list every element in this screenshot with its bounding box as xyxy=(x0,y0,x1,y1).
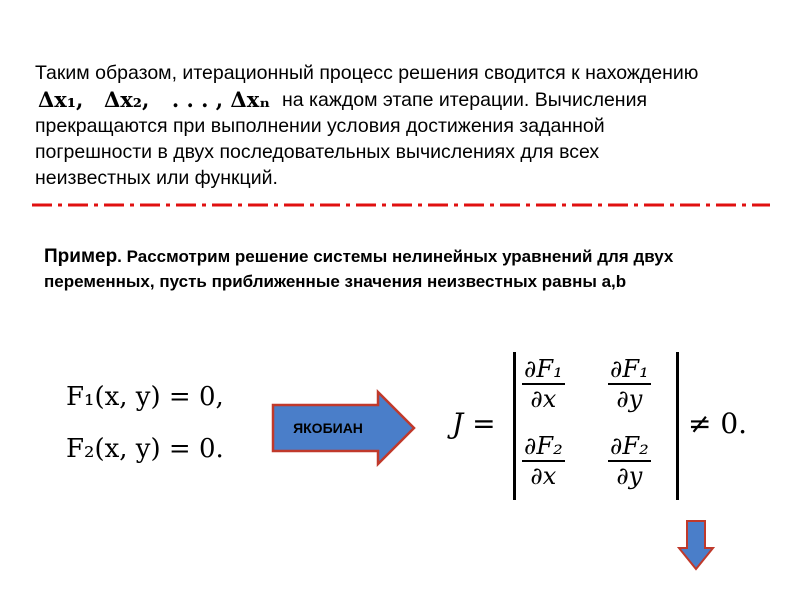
jacobian-a11 xyxy=(522,355,565,413)
a11-denominator: ∂x xyxy=(530,385,557,413)
a22-numerator: ∂F₂ xyxy=(610,432,649,460)
example-text-1: . Рассмотрим решение системы нелинейных уравнений для двух xyxy=(117,247,674,266)
delta-xn: Δxₙ xyxy=(230,87,271,112)
example-label: Пример xyxy=(44,246,118,267)
dash-dot-divider xyxy=(30,200,772,210)
jacobian-rhs: ≠ 0. xyxy=(688,407,748,440)
paragraph-line-4: погрешности в двух последовательных вычислениях для всех xyxy=(35,141,600,163)
paragraph-line-5: неизвестных или функций. xyxy=(35,167,278,189)
jacobian-arrow-label: ЯКОБИАН xyxy=(293,420,363,436)
a21-denominator: ∂x xyxy=(530,462,557,490)
determinant-left-bar xyxy=(513,352,516,500)
down-arrow-icon xyxy=(676,518,716,572)
example-line-2: переменных, пусть приближенные значения неизвестных равны a,b xyxy=(44,272,627,291)
a12-denominator: ∂y xyxy=(616,385,643,413)
equation-1: F₁(x, y) = 0, xyxy=(66,382,224,412)
paragraph-line-1: Таким образом, итерационный процесс решения сводится к нахождению xyxy=(35,62,699,84)
paragraph-line-2: на каждом этапе итерации. Вычисления xyxy=(282,89,648,111)
delta-list xyxy=(38,86,270,114)
jacobian-a12 xyxy=(608,355,651,413)
a11-numerator: ∂F₁ xyxy=(524,355,563,383)
determinant-right-bar xyxy=(676,352,679,500)
delta-x1: Δx₁, xyxy=(38,87,84,112)
a12-numerator: ∂F₁ xyxy=(610,355,649,383)
a22-denominator: ∂y xyxy=(616,462,643,490)
jacobian-a21 xyxy=(522,432,565,490)
equation-2: F₂(x, y) = 0. xyxy=(66,434,224,464)
ellipsis: . . . , xyxy=(171,87,224,112)
paragraph-line-3: прекращаются при выполнении условия достижения заданной xyxy=(35,115,605,137)
example-line-1 xyxy=(44,245,673,269)
a21-numerator: ∂F₂ xyxy=(524,432,563,460)
delta-x2: Δx₂, xyxy=(103,87,150,112)
jacobian-lhs: J = xyxy=(452,407,496,440)
jacobian-a22 xyxy=(608,432,651,490)
